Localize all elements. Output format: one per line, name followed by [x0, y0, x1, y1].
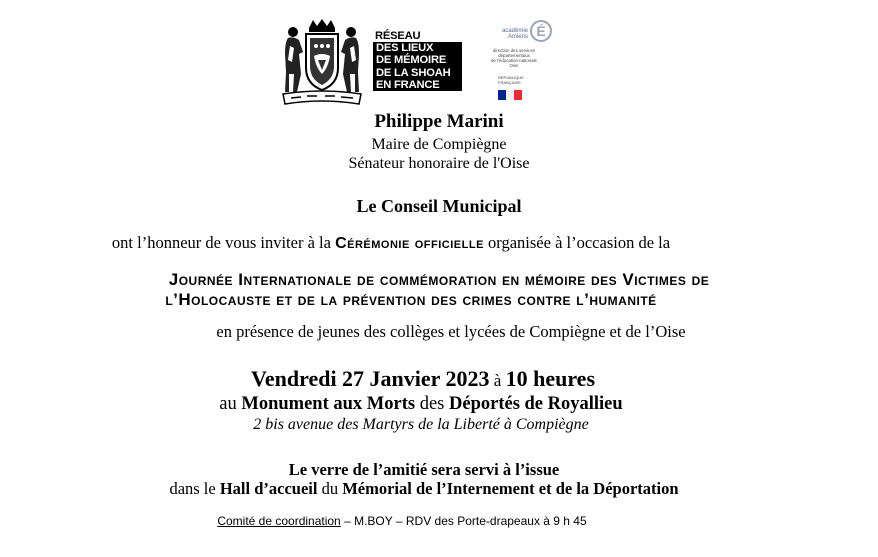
- reseau-line: DE MÉMOIRE: [373, 54, 462, 66]
- event-address: 2 bis avenue des Martyrs de la Liberté à Compiègne: [253, 416, 589, 433]
- academie-name-line: académie: [502, 28, 529, 34]
- coat-of-arms-icon: [279, 18, 365, 106]
- reseau-line: DE LA SHOAH: [373, 67, 462, 79]
- senator-title: Sénateur honoraire de l'Oise: [348, 155, 530, 172]
- reception-line: Le verre de l’amitié sera servi à l’issue: [288, 460, 560, 479]
- coordination-label: Comité de coordination: [217, 514, 341, 528]
- reseau-line: DES LIEUX: [373, 42, 462, 54]
- hall-prefix: dans le: [169, 479, 220, 498]
- academie-name: [502, 28, 528, 40]
- academie-direction-line: Oise: [509, 63, 519, 68]
- hall-name: Hall d’accueil: [219, 479, 318, 498]
- mayor-title: Maire de Compiègne: [371, 136, 507, 153]
- event-at: à: [489, 371, 506, 390]
- invitation-line: [0, 233, 830, 253]
- republique-francaise: [498, 76, 530, 85]
- municipal-council: Le Conseil Municipal: [356, 196, 522, 216]
- reseau-line: RÉSEAU: [373, 30, 462, 42]
- logo-bar: [0, 16, 878, 108]
- mayor-name: Philippe Marini: [374, 111, 504, 132]
- location-deportes: Déportés de Royallieu: [449, 394, 623, 414]
- hall-du: du: [317, 479, 343, 498]
- reseau-memoire-shoah-logo: [373, 30, 462, 91]
- academie-e-icon: É: [530, 20, 552, 42]
- republique-line: RÉPUBLIQUE: [498, 75, 524, 80]
- event-day: Vendredi 27 Janvier 2023: [250, 366, 490, 391]
- location-prefix: au: [219, 394, 242, 414]
- reception-location: [0, 479, 863, 499]
- location-monument: Monument aux Morts: [241, 394, 416, 414]
- invitation-after: organisée à l’occasion de la: [483, 233, 671, 252]
- event-time: 10 heures: [505, 366, 596, 391]
- invitation-before: ont l’honneur de vous inviter à la: [111, 233, 336, 252]
- reseau-line: EN FRANCE: [373, 79, 462, 91]
- academie-direction-line: direction des services: [492, 48, 536, 53]
- presence-line: en présence de jeunes des collèges et lycées de Compiègne et de l’Oise: [216, 322, 686, 341]
- academie-name-line: Amiens: [507, 34, 528, 40]
- academie-direction-line: départementaux: [498, 53, 530, 58]
- memorial-name: Mémorial de l’Internement et de la Déportation: [342, 479, 679, 498]
- coordination-note: [0, 514, 841, 528]
- republique-line: FRANÇAISE: [498, 79, 521, 85]
- event-location: [0, 394, 860, 415]
- academie-amiens-logo: [478, 20, 550, 104]
- event-title-line-2: l’Holocauste et de la prévention des crimes contre l’humanité: [165, 290, 657, 309]
- marianne-flag-icon: [498, 90, 522, 100]
- academie-direction-line: de l'éducation nationale: [490, 58, 537, 63]
- event-title-line-1: Journée Internationale de commémoration en mémoire des Victimes de: [168, 270, 710, 289]
- coordination-rest: – M.BOY – RDV des Porte-drapeaux à 9 h 45: [340, 514, 587, 528]
- event-date: [0, 366, 862, 392]
- ceremony-label: Cérémonie officielle: [335, 235, 484, 252]
- academie-direction: [478, 48, 550, 68]
- location-des: des: [415, 394, 449, 414]
